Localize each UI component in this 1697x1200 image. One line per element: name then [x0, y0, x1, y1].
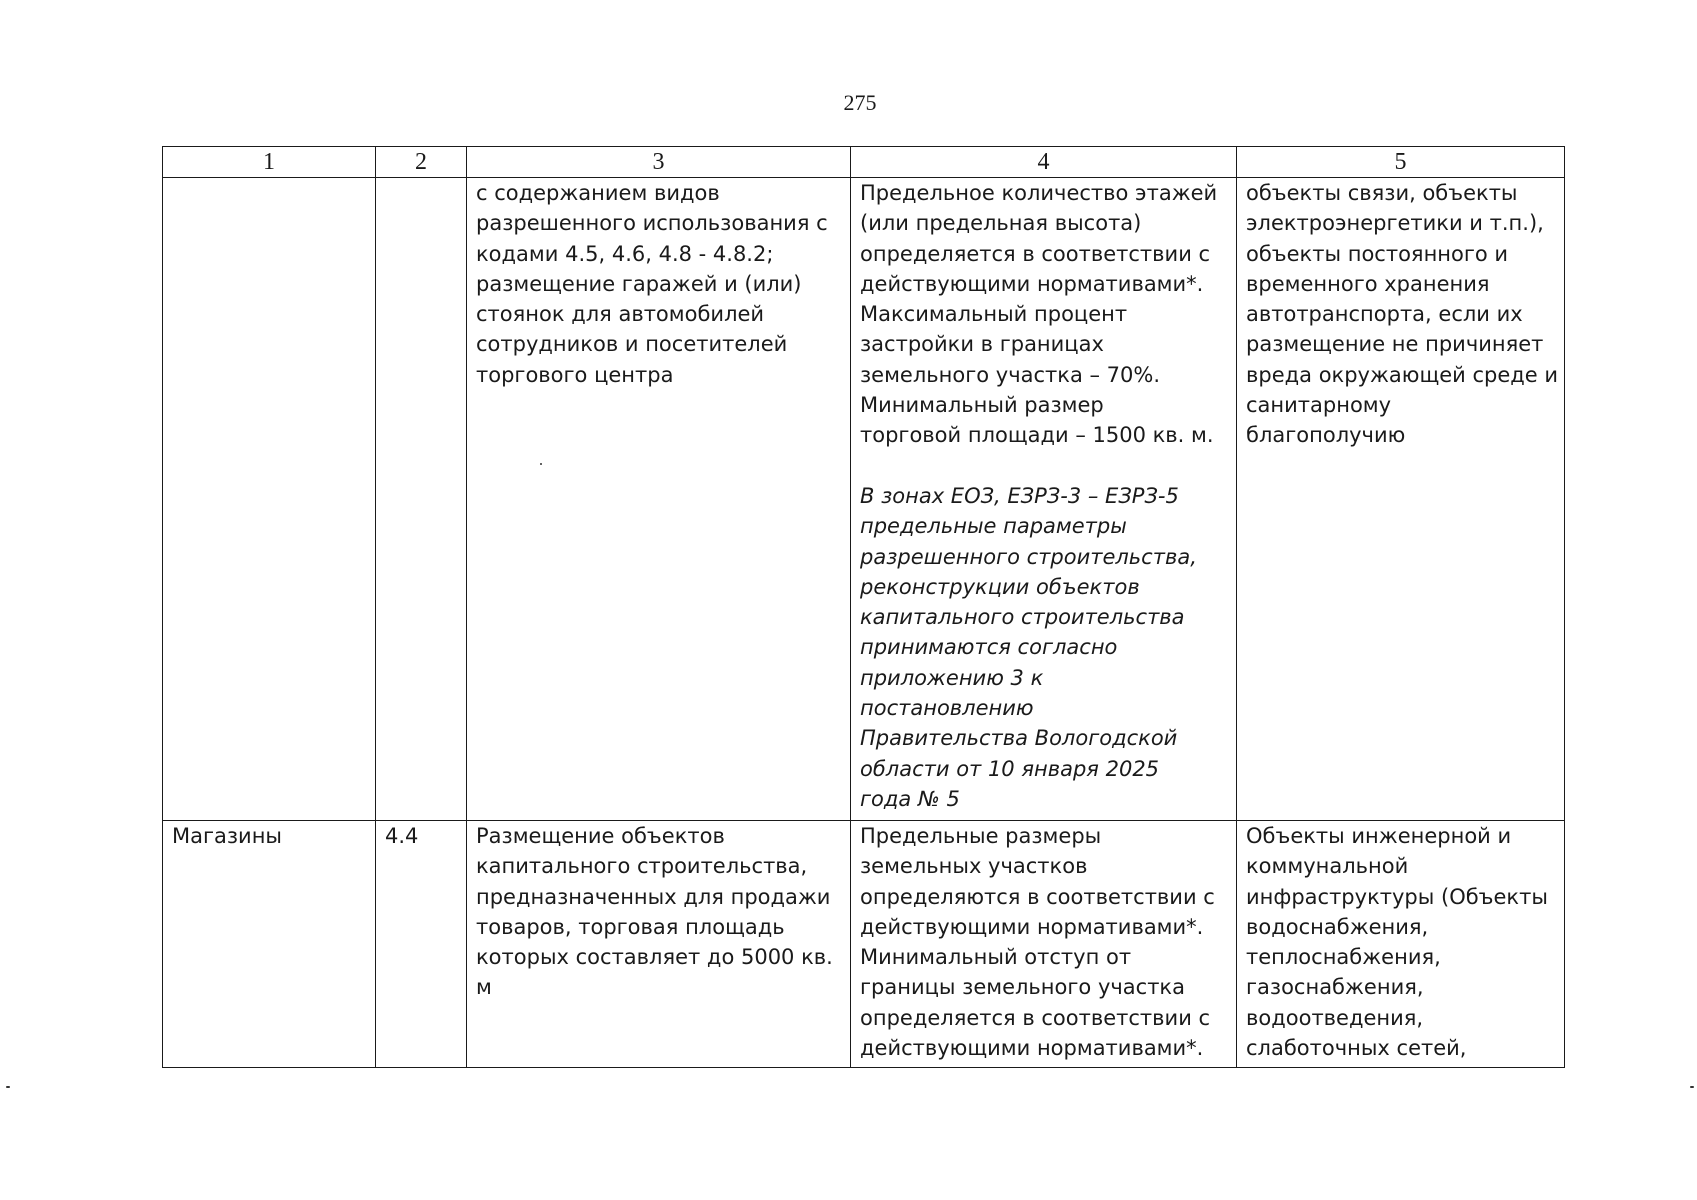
text-line: действующими нормативами*. [860, 914, 1204, 939]
scan-speck [6, 1086, 10, 1088]
text-line: кодами 4.5, 4.6, 4.8 - 4.8.2; [476, 241, 774, 266]
column-header-1: 1 [163, 147, 376, 178]
italic-text-line: разрешенного строительства, [860, 544, 1197, 569]
italic-text-line: капитального строительства [860, 605, 1185, 630]
text-line: разрешенного использования с [476, 211, 828, 236]
text-line: границы земельного участка [860, 975, 1185, 1000]
text-line: размещение гаражей и (или) [476, 271, 802, 296]
text-line: газоснабжения, [1246, 975, 1424, 1000]
cell-parameters [851, 178, 1237, 821]
italic-text-line: приложению 3 к [860, 665, 1044, 690]
text-line: м [476, 975, 492, 1000]
cell-code [376, 178, 467, 821]
text-line: электроэнергетики и т.п.), [1246, 211, 1544, 236]
text-line: которых составляет до 5000 кв. [476, 945, 833, 970]
column-header-4: 4 [851, 147, 1237, 178]
text-line: Объекты инженерной и [1246, 824, 1512, 848]
table-row [163, 821, 1565, 1068]
italic-text-line: В зонах ЕОЗ, ЕЗРЗ-3 – ЕЗРЗ-5 [860, 483, 1179, 508]
scan-speck [540, 463, 542, 465]
text-line: определяется в соответствии с [860, 1005, 1211, 1030]
text-line: товаров, торговая площадь [476, 914, 785, 939]
text-line: Размещение объектов [476, 824, 725, 848]
column-header-5: 5 [1237, 147, 1565, 178]
text-line: с содержанием видов [476, 181, 720, 205]
scan-speck [1690, 1086, 1694, 1088]
text-line: благополучию [1246, 423, 1406, 448]
text-line: Минимальный отступ от [860, 945, 1132, 970]
cell-description [467, 821, 851, 1068]
text-line: Предельное количество этажей [860, 181, 1218, 205]
regulations-table [162, 146, 1565, 1068]
paragraph-gap [860, 451, 1228, 481]
text-line: земельного участка – 70%. [860, 362, 1161, 387]
text-line: инфраструктуры (Объекты [1246, 884, 1548, 909]
text-line: Минимальный размер [860, 393, 1104, 418]
text-line: временного хранения [1246, 271, 1490, 296]
text-line: определяются в соответствии с [860, 884, 1215, 909]
italic-text-line: постановлению [860, 696, 1034, 721]
text-line: объекты связи, объекты [1246, 181, 1518, 205]
text-line: слаботочных сетей, [1246, 1036, 1467, 1061]
text-line: действующими нормативами*. [860, 1036, 1204, 1061]
text-line: сотрудников и посетителей [476, 332, 788, 357]
text-line: Предельные размеры [860, 824, 1102, 848]
text-line: водоотведения, [1246, 1005, 1424, 1030]
table-header-row [163, 147, 1565, 178]
italic-text-line: принимаются согласно [860, 635, 1118, 660]
page-number: 275 [843, 90, 877, 115]
text-line: водоснабжения, [1246, 914, 1429, 939]
text-line: автотранспорта, если их [1246, 302, 1523, 327]
cell-name: Магазины [163, 821, 376, 1068]
cell-parameters [851, 821, 1237, 1068]
text-line: капитального строительства, [476, 854, 808, 879]
text-line: стоянок для автомобилей [476, 302, 765, 327]
cell-auxiliary-uses [1237, 821, 1565, 1068]
column-header-2: 2 [376, 147, 467, 178]
text-line: предназначенных для продажи [476, 884, 831, 909]
text-line: коммунальной [1246, 854, 1409, 879]
cell-description [467, 178, 851, 821]
text-line: (или предельная высота) [860, 211, 1142, 236]
cell-code: 4.4 [376, 821, 467, 1068]
text-line: размещение не причиняет [1246, 332, 1544, 357]
text-line: Максимальный процент [860, 302, 1128, 327]
text-line: определяется в соответствии с [860, 241, 1211, 266]
italic-text-line: года № 5 [860, 786, 960, 811]
text-line: объекты постоянного и [1246, 241, 1509, 266]
table-row [163, 178, 1565, 821]
text-line: вреда окружающей среде и [1246, 362, 1559, 387]
italic-text-line: области от 10 января 2025 [860, 756, 1160, 781]
cell-auxiliary-uses [1237, 178, 1565, 821]
text-line: торговой площади – 1500 кв. м. [860, 423, 1214, 448]
text-line: застройки в границах [860, 332, 1104, 357]
column-header-3: 3 [467, 147, 851, 178]
italic-text-line: предельные параметры [860, 514, 1127, 539]
italic-text-line: реконструкции объектов [860, 574, 1140, 599]
text-line: торгового центра [476, 362, 674, 387]
cell-name [163, 178, 376, 821]
italic-text-line: Правительства Вологодской [860, 726, 1178, 751]
text-line: земельных участков [860, 854, 1088, 879]
text-line: действующими нормативами*. [860, 271, 1204, 296]
text-line: теплоснабжения, [1246, 945, 1441, 970]
text-line: санитарному [1246, 393, 1392, 418]
